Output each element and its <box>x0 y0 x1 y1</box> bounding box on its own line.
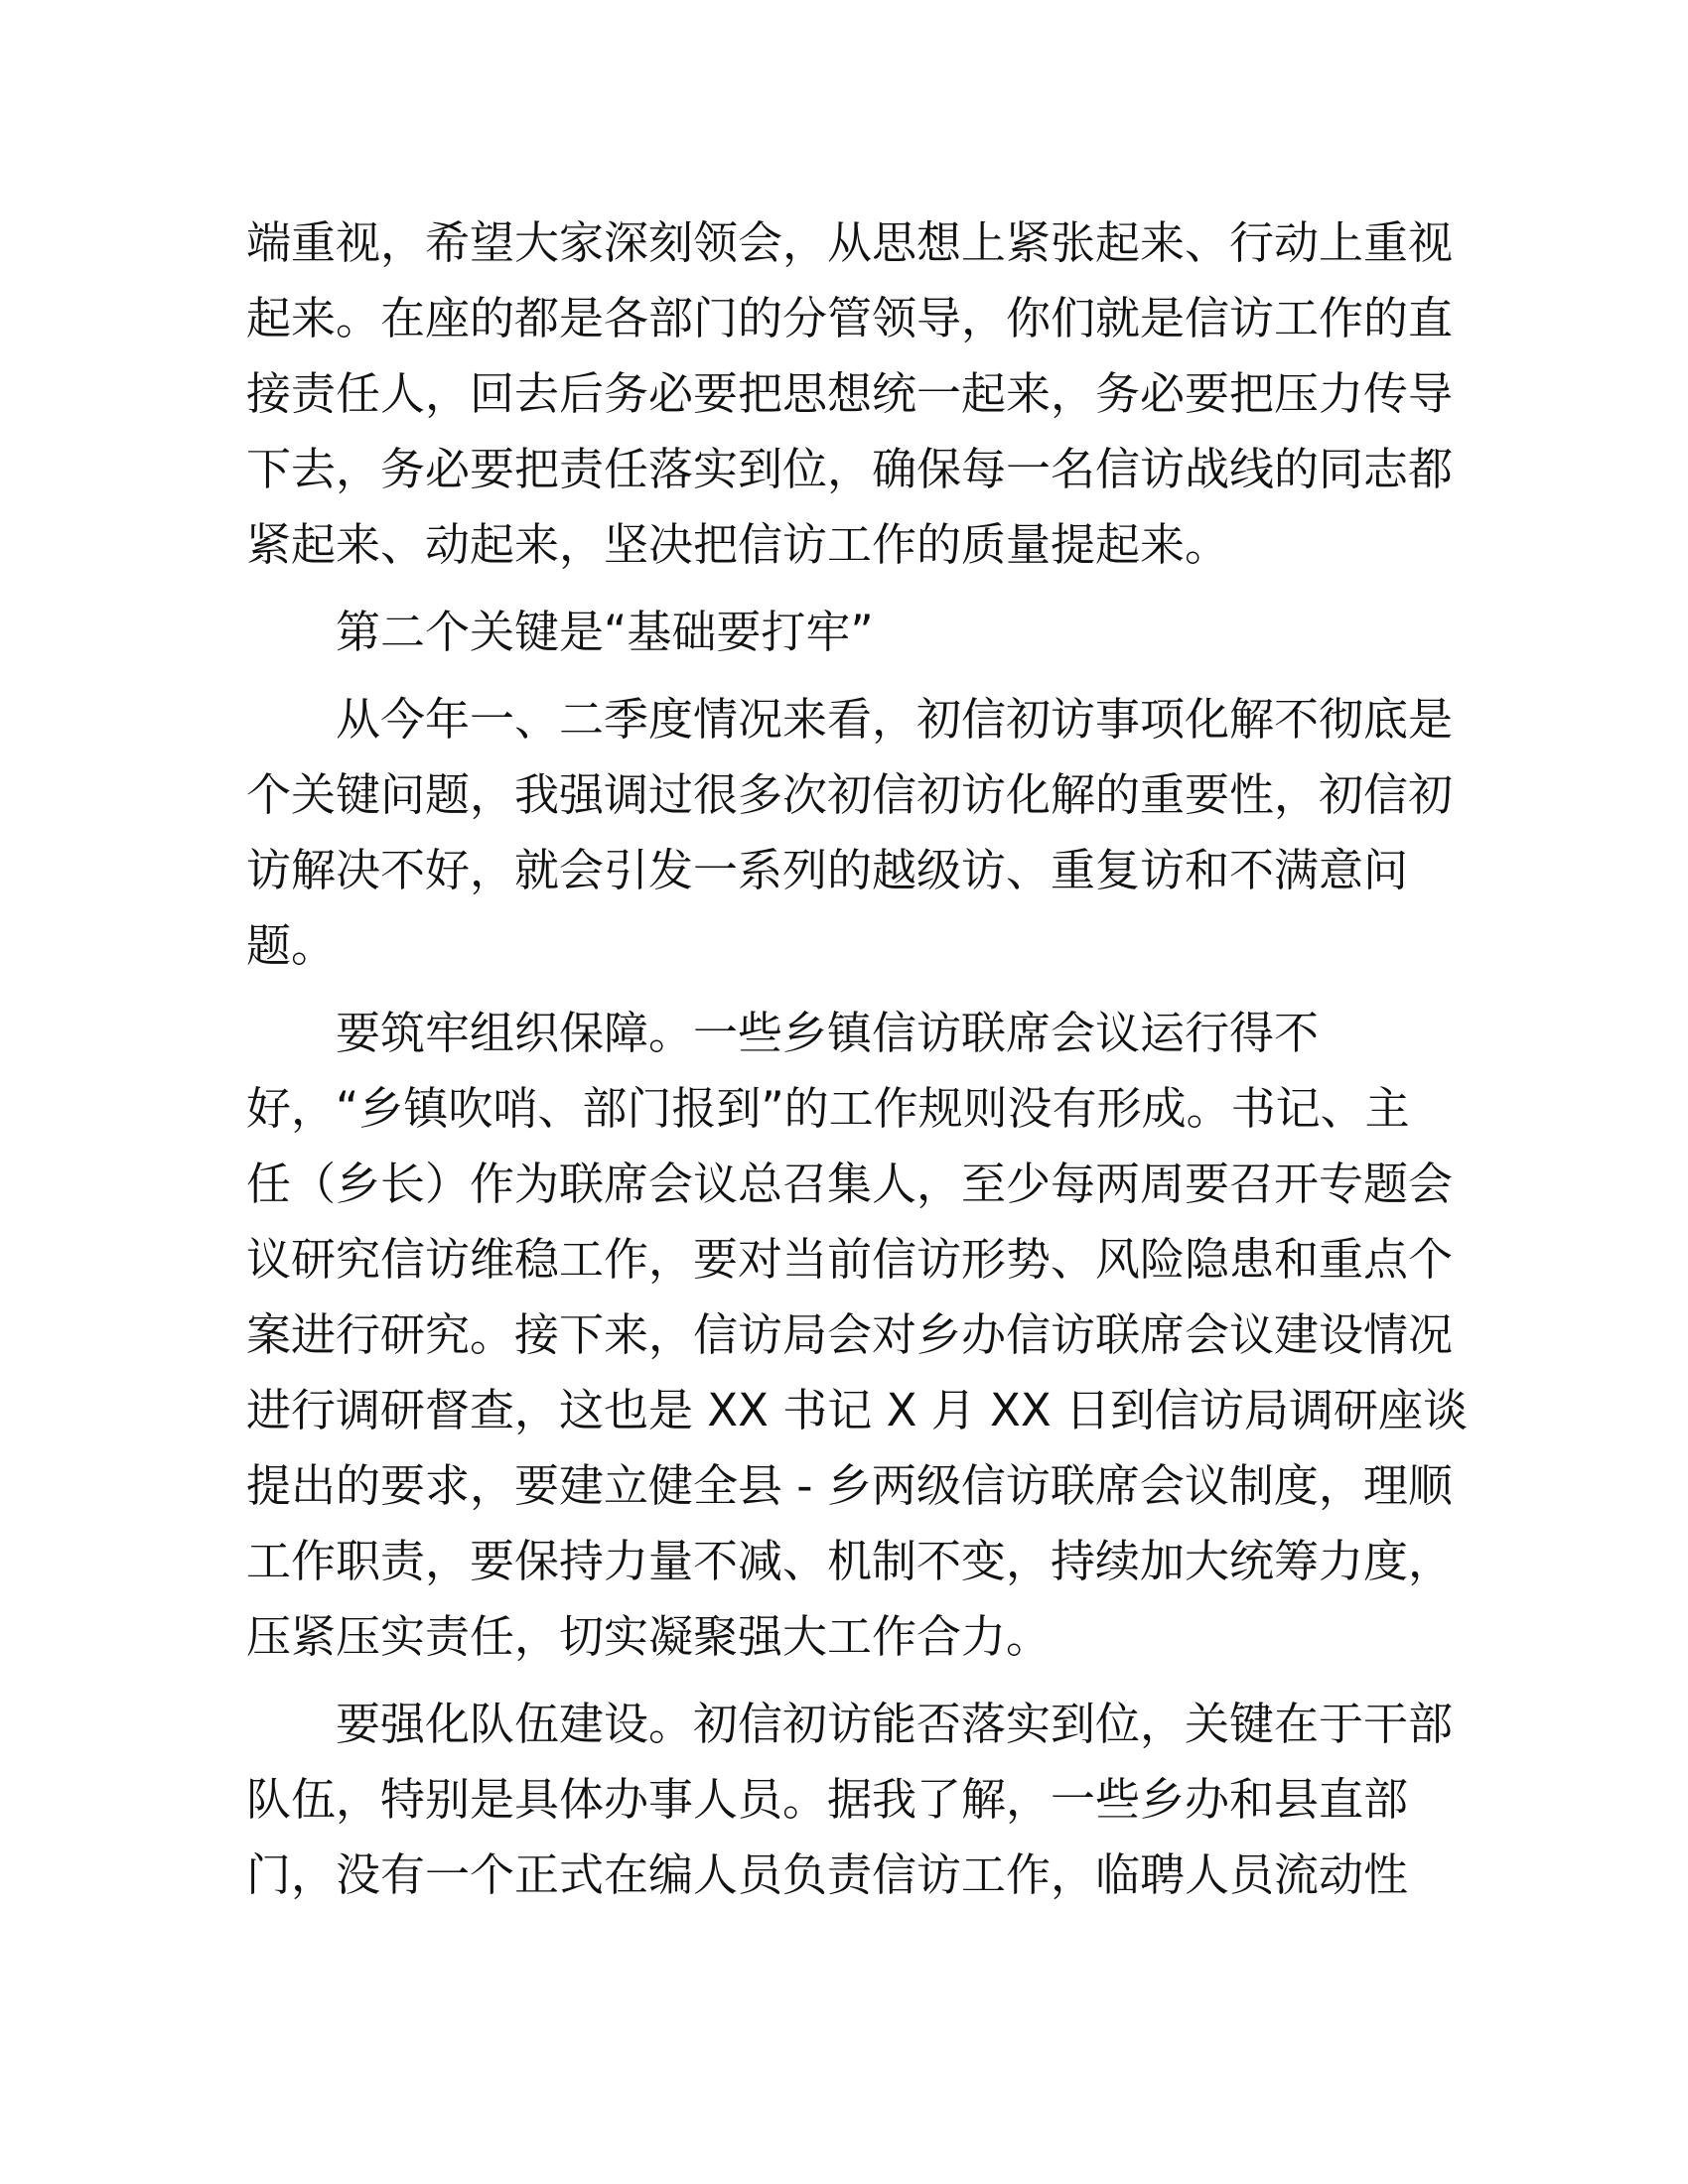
text-line: 接责任人，回去后务必要把思想统一起来，务必要把压力传导 <box>246 367 1454 420</box>
text-line: 个关键问题，我强调过很多次初信初访化解的重要性，初信初 <box>246 768 1454 821</box>
text-line: 要筑牢组织保障。一些乡镇信访联席会议运行得不 <box>336 1007 1320 1059</box>
text-line: 端重视，希望大家深刻领会，从思想上紧张起来、行动上重视 <box>246 216 1454 269</box>
text-line: 好，“乡镇吹哨、部门报到”的工作规则没有形成。书记、主 <box>246 1082 1410 1135</box>
text-line: 案进行研究。接下来，信访局会对乡办信访联席会议建设情况 <box>246 1308 1454 1361</box>
text-line: 议研究信访维稳工作，要对当前信访形势、风险隐患和重点个 <box>246 1233 1454 1286</box>
paragraph-5 <box>246 1687 1454 1913</box>
text-line: 门，没有一个正式在编人员负责信访工作，临聘人员流动性 <box>246 1848 1409 1901</box>
section-heading <box>246 595 1443 670</box>
text-line: 提出的要求，要建立健全县 - 乡两级信访联席会议制度，理顺 <box>246 1459 1453 1512</box>
text-line: 任（乡长）作为联席会议总召集人，至少每两周要召开专题会 <box>246 1158 1454 1210</box>
document-body <box>246 205 1468 1913</box>
text-line: 要强化队伍建设。初信初访能否落实到位，关键在于干部 <box>336 1698 1454 1750</box>
text-line: 进行调研督查，这也是 XX 书记 X 月 XX 日到信访局调研座谈 <box>246 1384 1468 1436</box>
text-line: 题。 <box>246 919 337 972</box>
text-line: 压紧压实责任，切实凝聚强大工作合力。 <box>246 1610 1052 1663</box>
text-line: 访解决不好，就会引发一系列的越级访、重复访和不满意问 <box>246 844 1409 896</box>
text-line: 从今年一、二季度情况来看，初信初访事项化解不彻底是 <box>336 693 1454 746</box>
text-line: 起来。在座的都是各部门的分管领导，你们就是信访工作的直 <box>246 292 1454 344</box>
text-line: 工作职责，要保持力量不减、机制不变，持续加大统筹力度， <box>246 1535 1454 1587</box>
text-line: 队伍，特别是具体办事人员。据我了解，一些乡办和县直部 <box>246 1773 1409 1826</box>
paragraph-1 <box>246 205 1454 583</box>
paragraph-3 <box>246 682 1454 984</box>
paragraph-4 <box>246 996 1468 1675</box>
text-line: 紧起来、动起来，坚决把信访工作的质量提起来。 <box>246 518 1230 571</box>
text-line: 第二个关键是“基础要打牢” <box>336 606 874 658</box>
text-line: 下去，务必要把责任落实到位，确保每一名信访战线的同志都 <box>246 443 1454 495</box>
